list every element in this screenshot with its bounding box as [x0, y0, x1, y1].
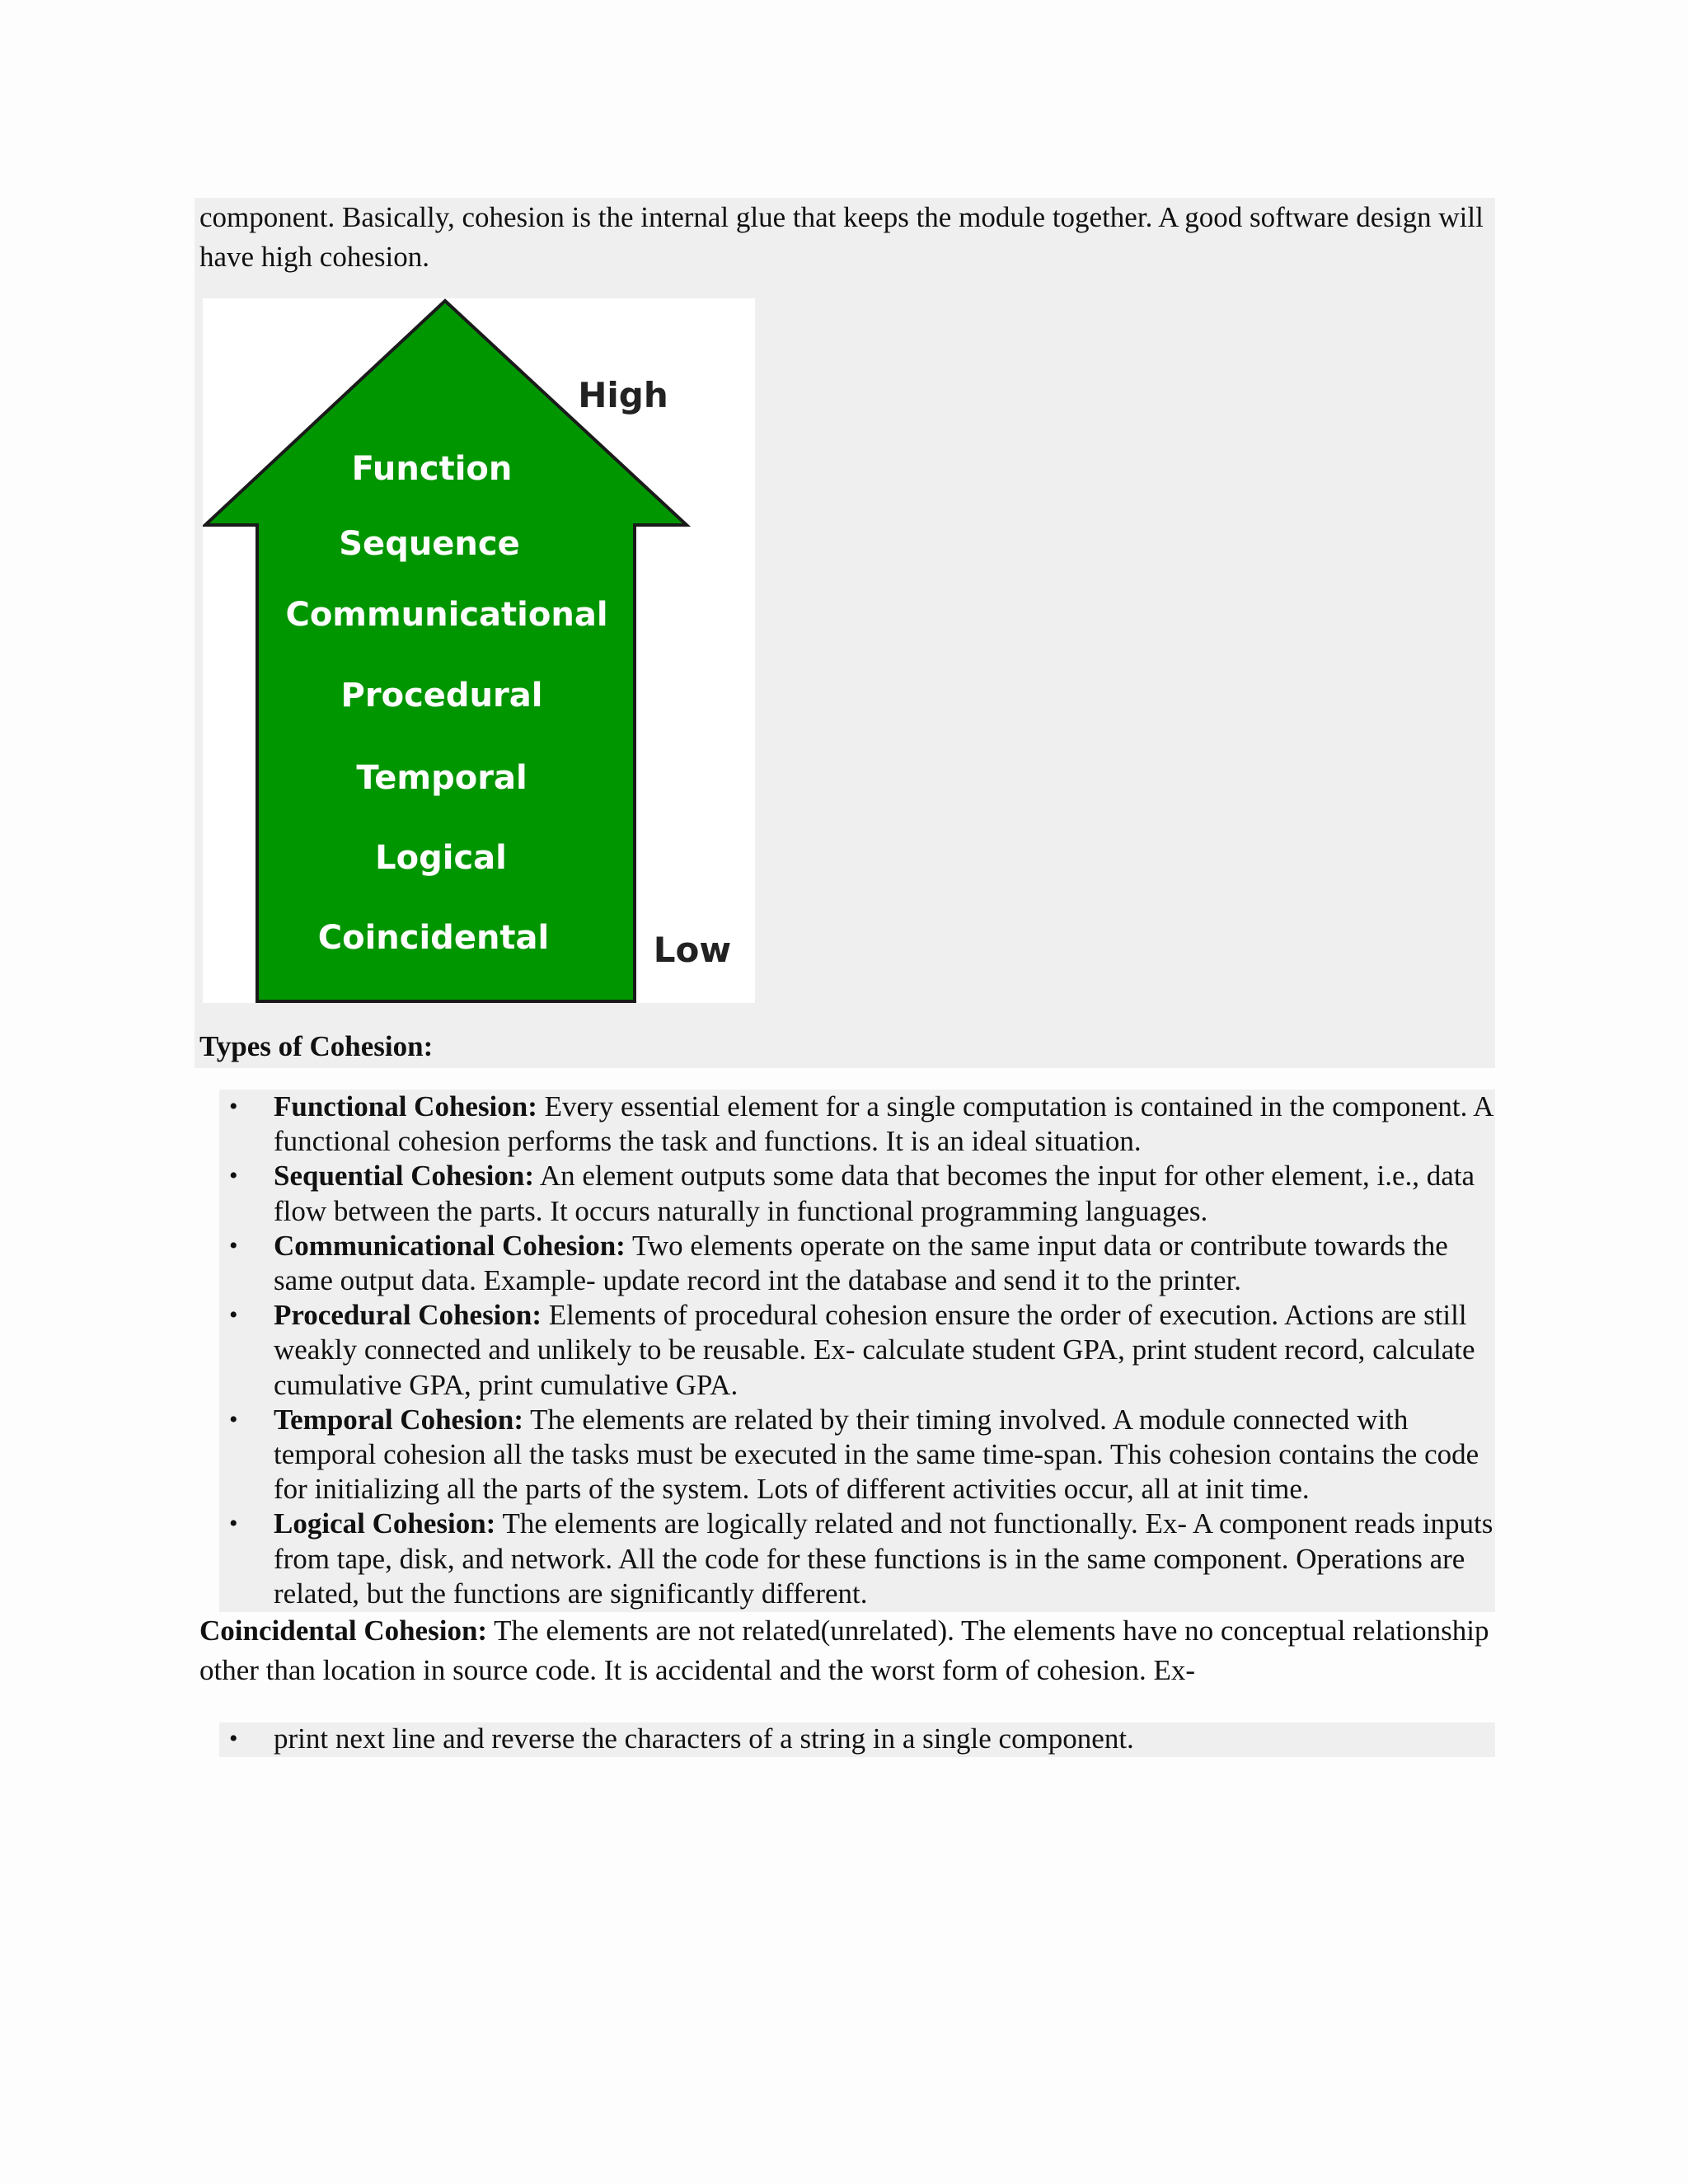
bullet: • [229, 1231, 238, 1259]
desc-procedural: Elements of procedural cohesion ensure the order of execution. Actions are still weakly connected and unlikely to be reusable. Ex- calculate student GPA, print student record, calculate cumulative GPA, print cumulative GPA. [274, 1299, 1475, 1401]
cohesion-types-list [219, 1090, 1495, 1611]
desc-logical: The elements are logically related and not functionally. Ex- A component reads inputs from tape, disk, and network. All the code for these functions is in the same component. Operations are related, but the functions are significantly different. [274, 1507, 1493, 1610]
bullet: • [229, 1405, 238, 1433]
term-sequential: Sequential Cohesion: [274, 1160, 535, 1193]
list-item-functional [219, 1090, 1495, 1159]
list-item-procedural [219, 1298, 1495, 1403]
term-communicational: Communicational Cohesion: [274, 1229, 626, 1262]
term-coincidental: Coincidental Cohesion: [199, 1615, 488, 1647]
example-text: print next line and reverse the characters of a string in a single component. [274, 1722, 1134, 1755]
bullet: • [229, 1162, 238, 1190]
term-procedural: Procedural Cohesion: [274, 1299, 542, 1332]
level-coincidental: Coincidental [317, 919, 550, 957]
cohesion-arrow-diagram [203, 298, 755, 1003]
bullet: • [229, 1510, 238, 1538]
term-logical: Logical Cohesion: [274, 1507, 496, 1540]
desc-temporal: The elements are related by their timing involved. A module connected with temporal cohesion all the tasks must be executed in the same time-span. This cohesion contains the code for initializing all the parts of the system. Lots of different activities occur, all at init time. [274, 1403, 1479, 1506]
coincidental-paragraph [199, 1611, 1493, 1690]
bullet: • [229, 1301, 238, 1329]
bullet: • [229, 1093, 238, 1120]
level-sequence: Sequence [339, 525, 520, 563]
level-logical: Logical [375, 839, 507, 877]
list-item-sequential [219, 1159, 1495, 1228]
level-communicational: Communicational [285, 596, 608, 634]
bullet: • [229, 1725, 238, 1752]
types-heading: Types of Cohesion: [199, 1030, 434, 1062]
desc-communicational: Two elements operate on the same input data or contribute towards the same output data. Example- update record int the database and send it to the printer. [274, 1229, 1448, 1297]
level-function: Function [351, 450, 513, 488]
term-functional: Functional Cohesion: [274, 1090, 537, 1122]
cohesion-levels-figure [203, 298, 755, 1003]
desc-coincidental: The elements are not related(unrelated). The elements have no conceptual relationship other than location in source code. It is accidental and the worst form of cohesion. Ex- [199, 1615, 1489, 1686]
level-temporal: Temporal [356, 759, 528, 797]
term-temporal: Temporal Cohesion: [274, 1403, 524, 1436]
intro-paragraph: component. Basically, cohesion is the internal glue that keeps the module together. A good software design will have high cohesion. [199, 201, 1484, 273]
high-label: High [578, 375, 668, 415]
desc-functional: Every essential element for a single computation is contained in the component. A functional cohesion performs the task and functions. It is an ideal situation. [274, 1090, 1493, 1158]
list-item-temporal [219, 1403, 1495, 1507]
example-list-item [219, 1721, 1495, 1757]
list-item-logical [219, 1507, 1495, 1611]
list-item-communicational [219, 1229, 1495, 1298]
low-label: Low [653, 930, 732, 970]
desc-sequential: An element outputs some data that becomes the input for other element, i.e., data flow between the parts. It occurs naturally in functional programming languages. [274, 1160, 1475, 1227]
level-procedural: Procedural [340, 677, 543, 715]
